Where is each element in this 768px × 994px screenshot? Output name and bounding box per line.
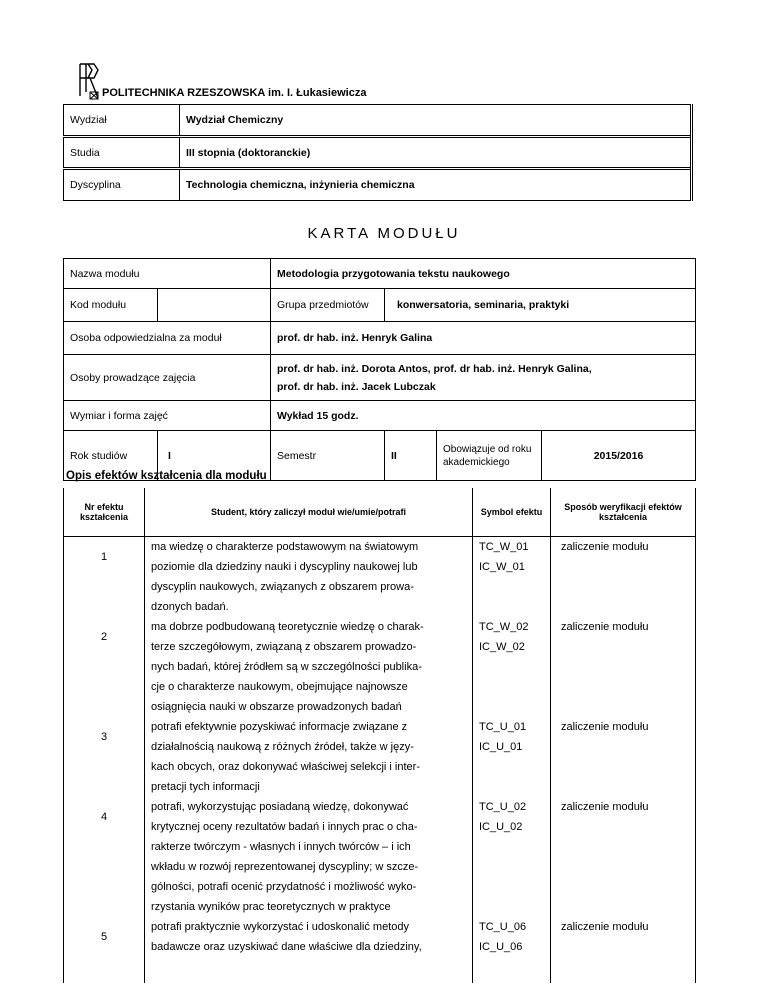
hours-label: Wymiar i forma zajęć: [64, 401, 271, 431]
effect-symbol: IC_U_06: [479, 940, 523, 953]
effect-symbol: TC_U_01: [479, 720, 527, 733]
module-code-value: [158, 289, 271, 322]
effect-line: dzonych badań.: [151, 600, 229, 613]
effect-line: dyscyplin naukowych, związanych z obszarem prowa-: [151, 580, 414, 593]
effect-symbols: [473, 536, 551, 617]
effect-symbol: IC_W_01: [479, 560, 525, 573]
header-nr: Nr efektu kształcenia: [64, 488, 145, 536]
effect-line: potrafi praktycznie wykorzystać i udoskonalić metody: [151, 920, 409, 933]
effect-line: potrafi, wykorzystując posiadaną wiedzę, dokonywać: [151, 800, 409, 813]
responsible-value: prof. dr hab. inż. Henryk Galina: [271, 322, 696, 355]
table-row: [64, 917, 696, 983]
faculty-label: Wydział: [64, 105, 180, 137]
faculty-value: Wydział Chemiczny: [180, 105, 692, 137]
module-name-label: Nazwa modułu: [64, 259, 271, 289]
year-label: Rok studiów: [64, 431, 158, 481]
effect-symbol: TC_W_01: [479, 540, 529, 553]
valid-from-label: Obowiązuje od roku akademickiego: [437, 431, 542, 481]
discipline-label: Dyscyplina: [64, 169, 180, 201]
discipline-value: Technologia chemiczna, inżynieria chemiczna: [180, 169, 692, 201]
effect-symbols: [473, 797, 551, 917]
learning-effects-table: [63, 488, 696, 983]
valid-from-value: 2015/2016: [542, 431, 696, 481]
semester-value: II: [385, 431, 437, 481]
effect-method: zaliczenie modułu: [551, 917, 696, 983]
effect-line: ma wiedzę o charakterze podstawowym na światowym: [151, 540, 419, 553]
university-logo-icon: [78, 62, 100, 100]
effect-method: zaliczenie modułu: [551, 617, 696, 717]
effect-symbols: [473, 917, 551, 983]
effect-line: wkładu w rozwój reprezentowanej dyscypliny; w szcze-: [151, 860, 419, 873]
module-name-value: Metodologia przygotowania tekstu naukowego: [271, 259, 696, 289]
effect-nr: 5: [64, 917, 145, 983]
effect-method: zaliczenie modułu: [551, 797, 696, 917]
semester-label: Semestr: [271, 431, 385, 481]
effect-line: rakterze twórczym - własnych i innych twórców – i ich: [151, 840, 411, 853]
effect-method: zaliczenie modułu: [551, 717, 696, 797]
subject-group-label: Grupa przedmiotów: [271, 289, 385, 322]
table-row: [64, 797, 696, 917]
effects-section-title: Opis efektów kształcenia dla modułu: [66, 470, 267, 482]
effect-line: nych badań, której źródłem są w szczególności publika-: [151, 660, 422, 673]
effect-line: krytycznej oceny rezultatów badań i innych prac o cha-: [151, 820, 418, 833]
effect-nr: 1: [64, 536, 145, 617]
effect-line: terze szczegółowym, związaną z obszarem prowadzo-: [151, 640, 417, 653]
effect-line: działalnością naukową z różnych źródeł, także w języ-: [151, 740, 414, 753]
effect-nr: 4: [64, 797, 145, 917]
year-value: I: [158, 431, 271, 481]
studies-value: III stopnia (doktoranckie): [180, 137, 692, 169]
header-symbol: Symbol efektu: [473, 488, 551, 536]
effect-line: pretacji tych informacji: [151, 780, 260, 793]
effect-line: kach obcych, oraz dokonywać właściwej selekcji i inter-: [151, 760, 420, 773]
responsible-label: Osoba odpowiedzialna za moduł: [64, 322, 271, 355]
effect-line: poziomie dla dziedziny nauki i dyscypliny naukowej lub: [151, 560, 418, 573]
table-row: [64, 717, 696, 797]
effect-symbol: IC_U_01: [479, 740, 523, 753]
effect-symbol: IC_U_02: [479, 820, 523, 833]
effect-line: gólności, potrafi ocenić przydatność i możliwość wyko-: [151, 880, 417, 893]
module-code-label: Kod modułu: [64, 289, 158, 322]
header-method: Sposób weryfikacji efektów kształcenia: [551, 488, 696, 536]
effect-line: badawcze oraz uzyskiwać dane właściwe dla dziedziny,: [151, 940, 422, 953]
effect-description: [145, 617, 473, 717]
effect-line: cje o charakterze naukowym, obejmujące najnowsze: [151, 680, 408, 693]
effect-description: [145, 797, 473, 917]
effect-description: [145, 536, 473, 617]
effect-symbols: [473, 717, 551, 797]
effect-symbol: TC_W_02: [479, 620, 529, 633]
table-row: [64, 536, 696, 617]
effect-line: osiągnięcia nauki w obszarze prowadzonych badań: [151, 700, 402, 713]
effect-method: zaliczenie modułu: [551, 536, 696, 617]
effect-symbol: TC_U_06: [479, 920, 527, 933]
page-title: KARTA MODUŁU: [307, 225, 461, 242]
teachers-line-1: prof. dr hab. inż. Dorota Antos, prof. dr hab. inż. Henryk Galina,: [277, 362, 592, 375]
effect-nr: 3: [64, 717, 145, 797]
effect-symbol: IC_W_02: [479, 640, 525, 653]
table-row: [64, 617, 696, 717]
hours-value: Wykład 15 godz.: [271, 401, 696, 431]
teachers-line-2: prof. dr hab. inż. Jacek Lubczak: [277, 380, 436, 393]
studies-label: Studia: [64, 137, 180, 169]
header-student: Student, który zaliczył moduł wie/umie/potrafi: [145, 488, 473, 536]
teachers-value: [271, 355, 696, 401]
faculty-info-table: [63, 104, 693, 201]
effect-line: rzystania wyników prac teoretycznych w praktyce: [151, 900, 391, 913]
effect-description: [145, 917, 473, 983]
effect-line: ma dobrze podbudowaną teoretycznie wiedzę o charak-: [151, 620, 424, 633]
effect-symbols: [473, 617, 551, 717]
effect-symbol: TC_U_02: [479, 800, 527, 813]
effect-description: [145, 717, 473, 797]
effect-nr: 2: [64, 617, 145, 717]
teachers-label: Osoby prowadzące zajęcia: [64, 355, 271, 401]
module-info-table: [63, 258, 696, 481]
university-name: POLITECHNIKA RZESZOWSKA im. I. Łukasiewicza: [102, 87, 367, 99]
effect-line: potrafi efektywnie pozyskiwać informacje związane z: [151, 720, 408, 733]
subject-group-value: konwersatoria, seminaria, praktyki: [385, 289, 696, 322]
